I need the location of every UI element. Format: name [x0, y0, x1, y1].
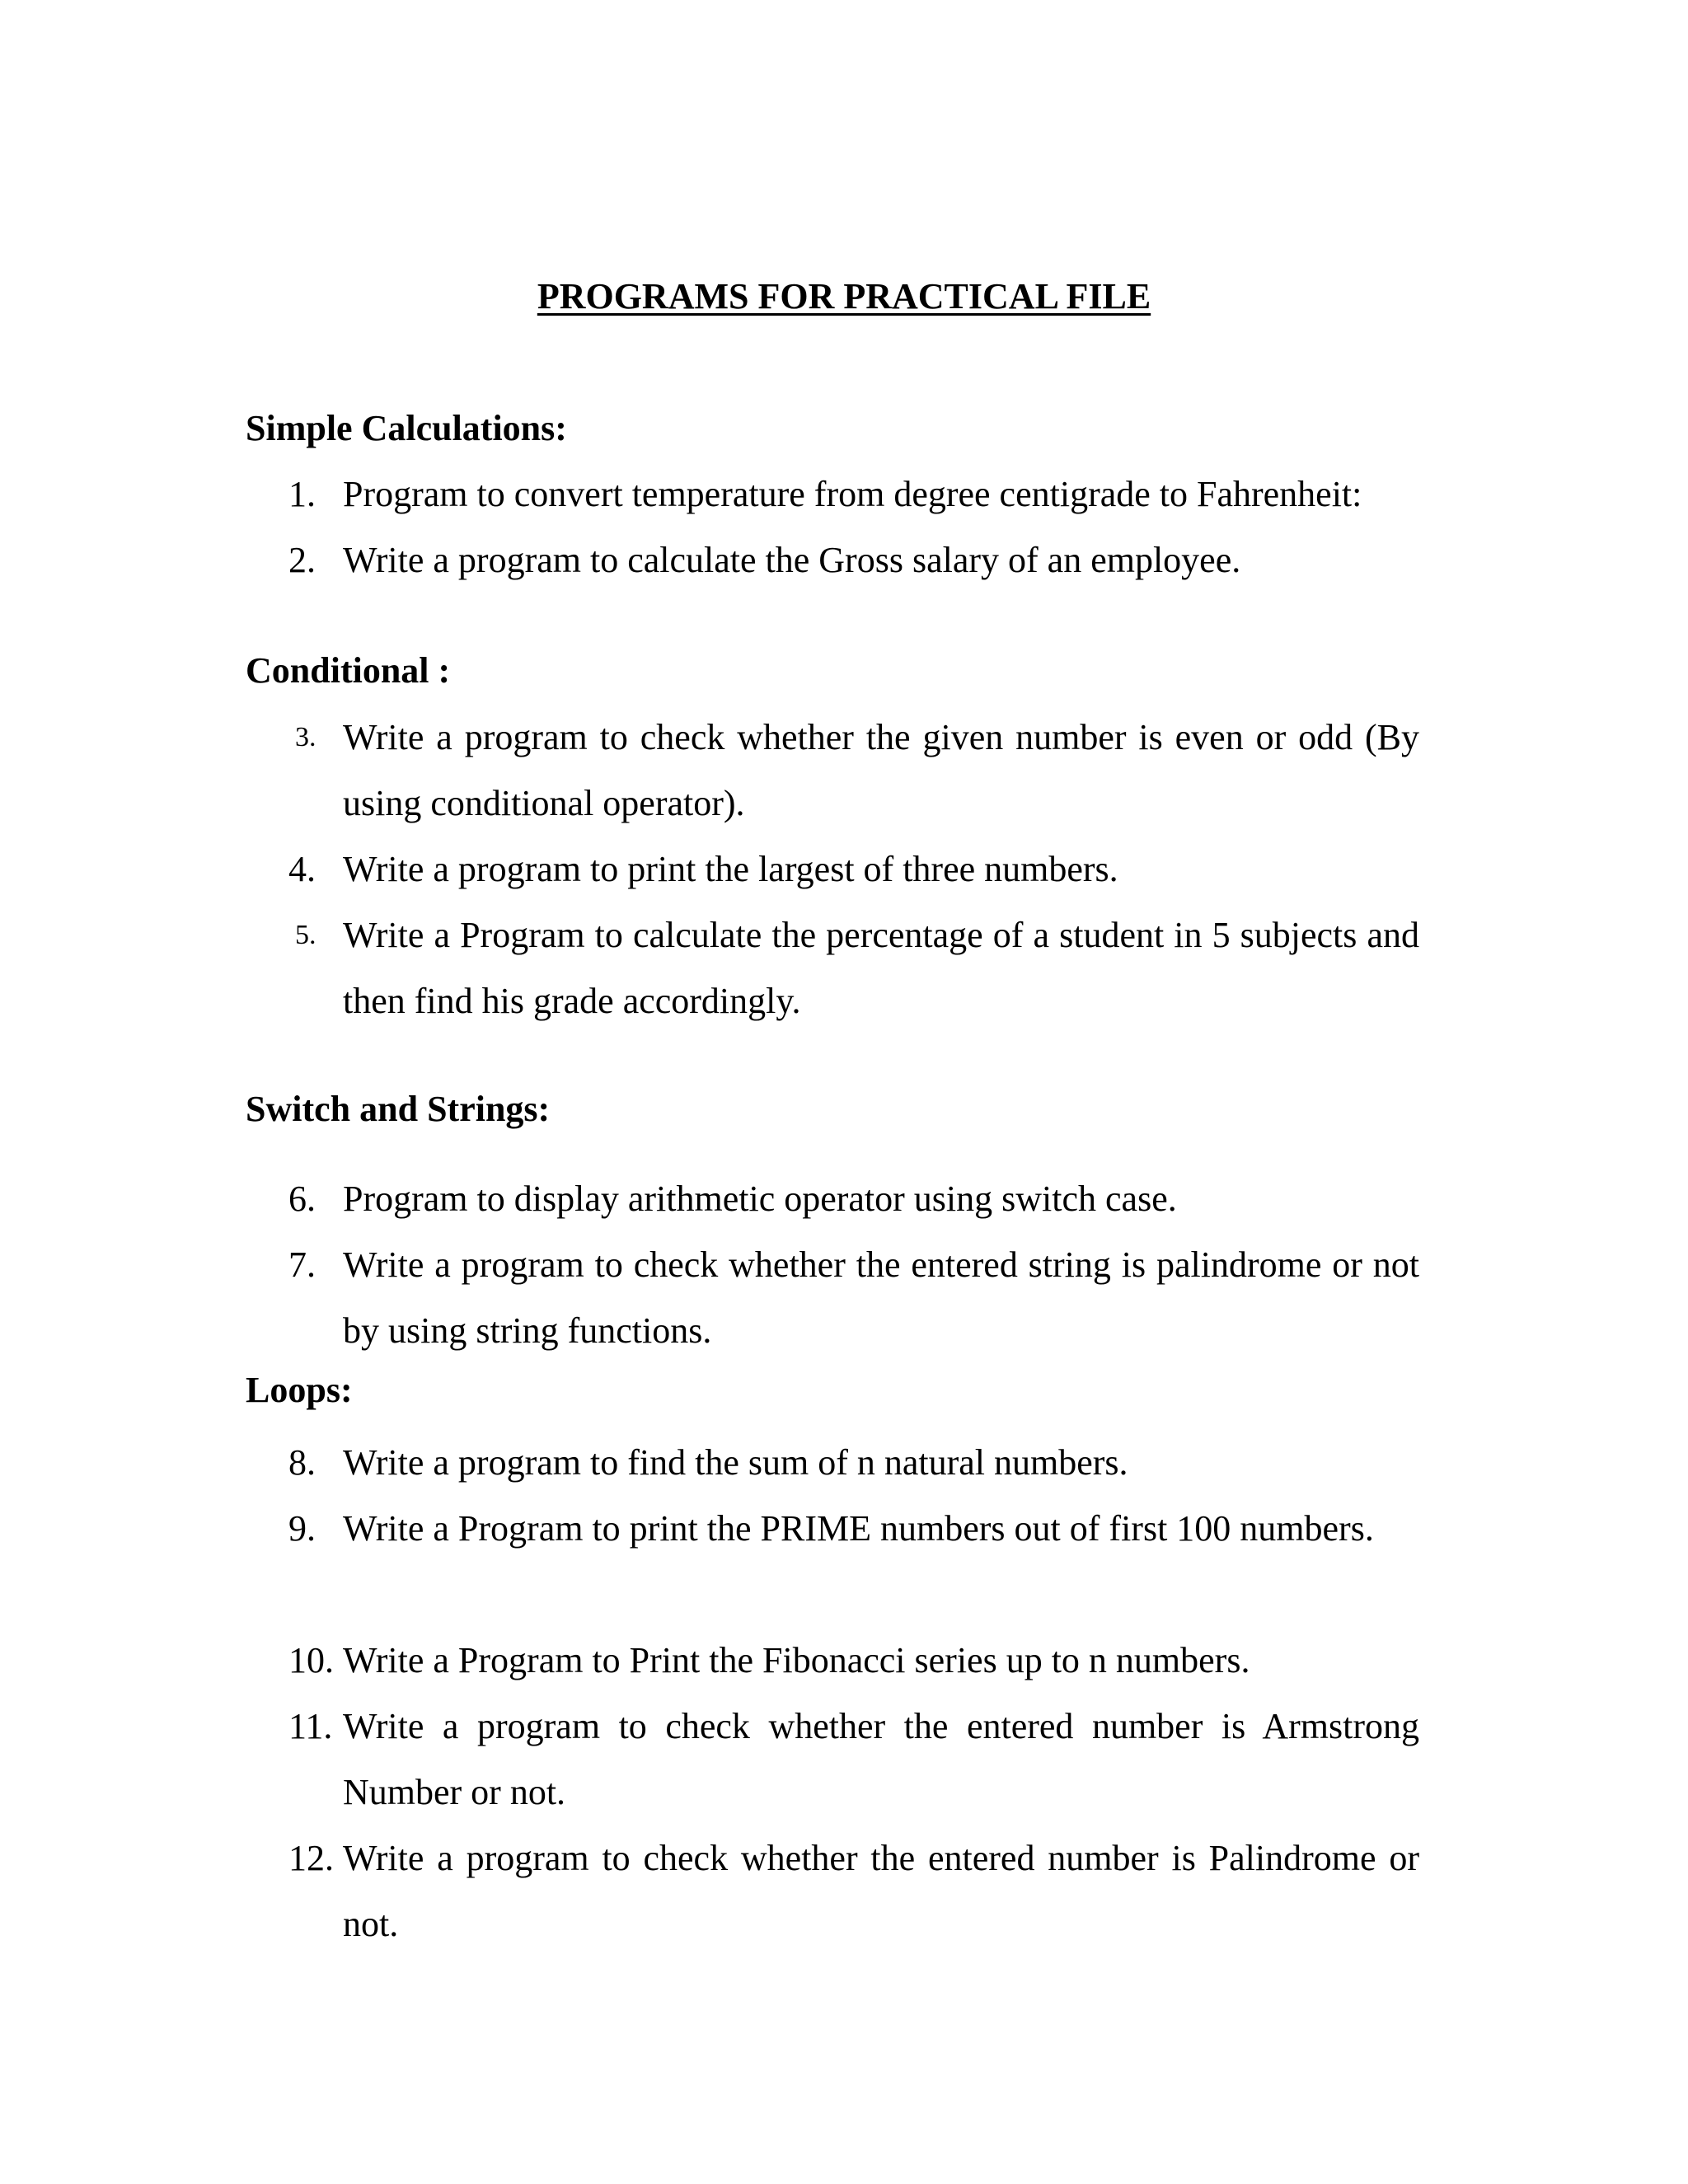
list-item: [288, 1232, 1419, 1364]
item-number: 10.: [288, 1640, 334, 1680]
item-text: Write a program to check whether the entered number is Palindrome or not.: [343, 1838, 1419, 1944]
item-number: 4.: [288, 849, 316, 889]
item-text: Write a program to print the largest of three numbers.: [343, 849, 1118, 889]
list-item: [288, 1825, 1419, 1957]
item-text: Write a Program to Print the Fibonacci series up to n numbers.: [343, 1640, 1250, 1680]
item-number: 6.: [288, 1179, 316, 1219]
item-number: 2.: [288, 540, 316, 580]
list-item: [288, 705, 1419, 837]
item-number: 5.: [295, 920, 316, 950]
list-item: [288, 1628, 1419, 1694]
list-item: [288, 527, 1419, 593]
section-heading-switch-and-strings: Switch and Strings:: [246, 1089, 551, 1129]
item-number: 11.: [288, 1706, 333, 1746]
item-number: 7.: [288, 1244, 316, 1285]
item-number: 1.: [288, 474, 316, 514]
section-heading-loops: Loops:: [246, 1370, 353, 1410]
section-heading-simple-calculations: Simple Calculations:: [246, 408, 567, 448]
list-item: [288, 1694, 1419, 1825]
item-text: Write a program to calculate the Gross salary of an employee.: [343, 540, 1241, 580]
item-text: Program to display arithmetic operator using switch case.: [343, 1179, 1177, 1219]
list-item: [288, 1496, 1419, 1562]
list-item: [288, 1166, 1419, 1232]
item-number: 3.: [295, 722, 316, 752]
section-heading-conditional: Conditional :: [246, 650, 451, 691]
list-item: [288, 902, 1419, 1034]
item-number: 12.: [288, 1838, 334, 1878]
item-number: 8.: [288, 1442, 316, 1483]
list-item: [288, 837, 1419, 902]
document-title: PROGRAMS FOR PRACTICAL FILE: [537, 276, 1151, 316]
item-number: 9.: [288, 1508, 316, 1549]
item-text: Program to convert temperature from degree centigrade to Fahrenheit:: [343, 474, 1362, 514]
item-text: Write a Program to print the PRIME numbers out of first 100 numbers.: [343, 1508, 1374, 1549]
item-text: Write a program to check whether the entered number is Armstrong Number or not.: [343, 1706, 1419, 1812]
item-text: Write a program to check whether the given number is even or odd (By using conditional operator).: [343, 717, 1419, 823]
item-text: Write a program to check whether the entered string is palindrome or not by using string functions.: [343, 1244, 1419, 1351]
list-item: [288, 1430, 1419, 1496]
item-text: Write a Program to calculate the percentage of a student in 5 subjects and then find his grade accordingly.: [343, 915, 1419, 1021]
item-text: Write a program to find the sum of n natural numbers.: [343, 1442, 1128, 1483]
list-item: [288, 462, 1419, 527]
